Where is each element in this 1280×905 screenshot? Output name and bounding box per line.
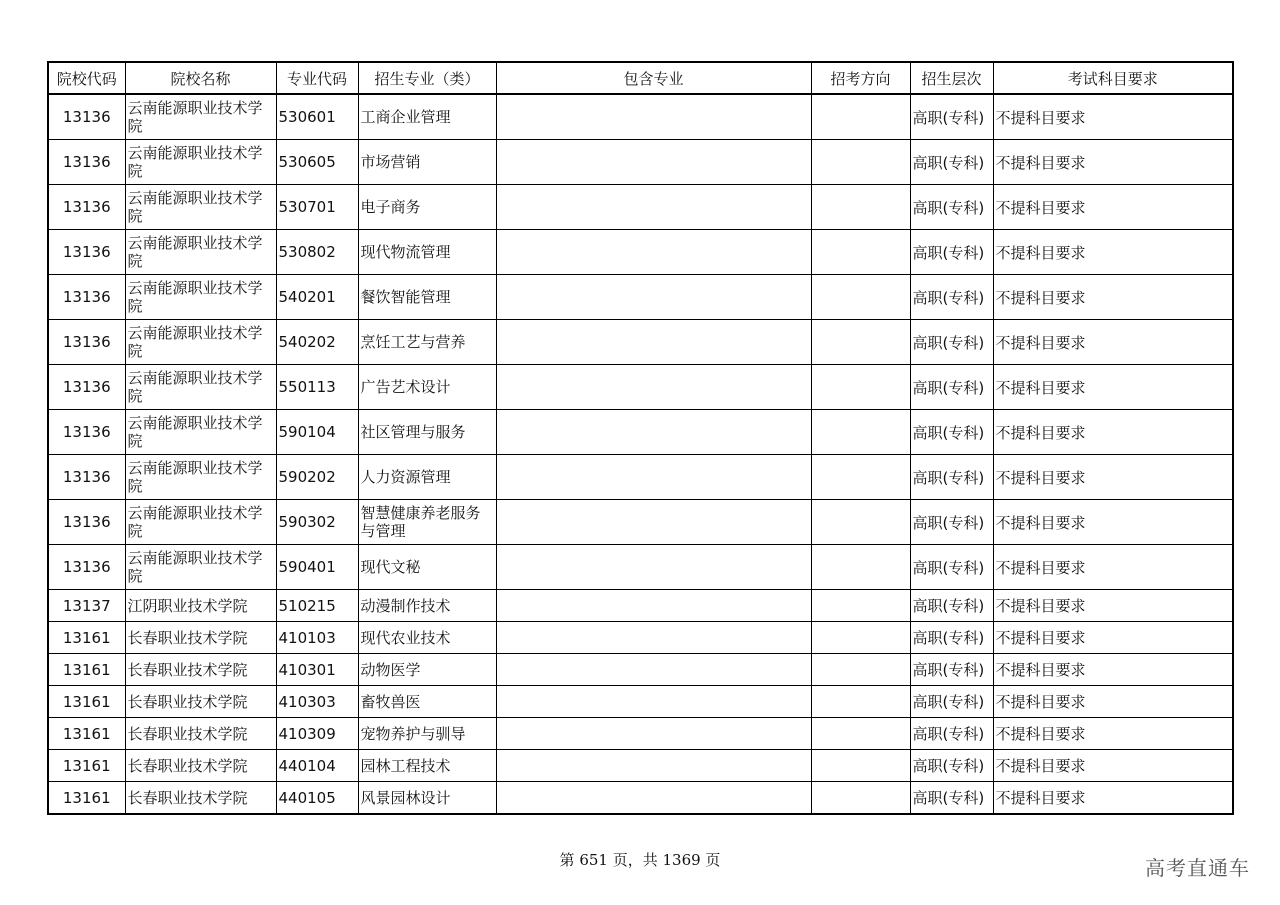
table-row [48,94,1233,140]
cell-direction [811,320,910,365]
cell-includes [496,500,811,545]
cell-direction [811,455,910,500]
cell-major-code: 530802 [276,230,358,275]
cell-direction [811,500,910,545]
cell-requirement: 不提科目要求 [993,410,1233,455]
cell-level: 高职(专科) [910,686,993,718]
cell-direction [811,686,910,718]
cell-school-name: 长春职业技术学院 [125,782,276,815]
cell-direction [811,545,910,590]
cell-includes [496,365,811,410]
cell-level: 高职(专科) [910,185,993,230]
cell-includes [496,686,811,718]
cell-major-code: 550113 [276,365,358,410]
cell-level: 高职(专科) [910,140,993,185]
cell-school-name: 江阴职业技术学院 [125,590,276,622]
cell-requirement: 不提科目要求 [993,686,1233,718]
cell-includes [496,750,811,782]
cell-level: 高职(专科) [910,545,993,590]
cell-major-code: 530605 [276,140,358,185]
cell-major: 园林工程技术 [358,750,496,782]
cell-requirement: 不提科目要求 [993,622,1233,654]
cell-school-code: 13161 [48,782,125,815]
watermark-logo: 高考直通车 [1145,856,1250,880]
table-row [48,718,1233,750]
cell-level: 高职(专科) [910,590,993,622]
header-includes: 包含专业 [496,62,811,94]
header-level: 招生层次 [910,62,993,94]
cell-major-code: 510215 [276,590,358,622]
cell-level: 高职(专科) [910,230,993,275]
header-requirement: 考试科目要求 [993,62,1233,94]
cell-requirement: 不提科目要求 [993,782,1233,815]
table-row [48,185,1233,230]
cell-requirement: 不提科目要求 [993,320,1233,365]
cell-major-code: 410309 [276,718,358,750]
cell-major: 现代农业技术 [358,622,496,654]
cell-major-code: 590202 [276,455,358,500]
cell-school-code: 13161 [48,686,125,718]
cell-major-code: 530701 [276,185,358,230]
cell-level: 高职(专科) [910,275,993,320]
header-major-code: 专业代码 [276,62,358,94]
cell-level: 高职(专科) [910,410,993,455]
cell-major: 畜牧兽医 [358,686,496,718]
table-row [48,590,1233,622]
cell-level: 高职(专科) [910,622,993,654]
cell-requirement: 不提科目要求 [993,230,1233,275]
cell-school-name: 云南能源职业技术学院 [125,365,276,410]
cell-direction [811,750,910,782]
cell-requirement: 不提科目要求 [993,545,1233,590]
cell-major: 餐饮智能管理 [358,275,496,320]
cell-school-code: 13136 [48,140,125,185]
cell-major-code: 410303 [276,686,358,718]
cell-direction [811,365,910,410]
cell-level: 高职(专科) [910,654,993,686]
cell-school-code: 13136 [48,500,125,545]
cell-includes [496,410,811,455]
table-row [48,622,1233,654]
table-row [48,320,1233,365]
cell-direction [811,654,910,686]
cell-major: 社区管理与服务 [358,410,496,455]
table-row [48,654,1233,686]
cell-school-name: 云南能源职业技术学院 [125,410,276,455]
cell-school-code: 13137 [48,590,125,622]
cell-major-code: 590302 [276,500,358,545]
cell-school-name: 云南能源职业技术学院 [125,94,276,140]
cell-includes [496,185,811,230]
cell-school-code: 13136 [48,455,125,500]
cell-major: 广告艺术设计 [358,365,496,410]
cell-school-code: 13136 [48,275,125,320]
cell-requirement: 不提科目要求 [993,275,1233,320]
cell-school-name: 云南能源职业技术学院 [125,185,276,230]
cell-school-code: 13136 [48,94,125,140]
cell-major: 工商企业管理 [358,94,496,140]
cell-major: 风景园林设计 [358,782,496,815]
cell-school-code: 13136 [48,185,125,230]
table-body [48,94,1233,814]
cell-school-code: 13161 [48,718,125,750]
table-row [48,686,1233,718]
cell-major: 动漫制作技术 [358,590,496,622]
cell-includes [496,94,811,140]
cell-major-code: 440105 [276,782,358,815]
cell-major: 现代物流管理 [358,230,496,275]
cell-major-code: 540202 [276,320,358,365]
cell-school-code: 13136 [48,545,125,590]
cell-major-code: 530601 [276,94,358,140]
cell-level: 高职(专科) [910,718,993,750]
cell-school-code: 13136 [48,320,125,365]
cell-includes [496,590,811,622]
table-header-row [48,62,1233,94]
admission-table [47,61,1234,815]
cell-requirement: 不提科目要求 [993,94,1233,140]
cell-school-name: 云南能源职业技术学院 [125,140,276,185]
cell-school-name: 云南能源职业技术学院 [125,230,276,275]
cell-includes [496,622,811,654]
cell-level: 高职(专科) [910,782,993,815]
cell-major: 智慧健康养老服务与管理 [358,500,496,545]
header-major: 招生专业（类） [358,62,496,94]
cell-includes [496,140,811,185]
cell-major-code: 440104 [276,750,358,782]
cell-includes [496,654,811,686]
cell-requirement: 不提科目要求 [993,750,1233,782]
cell-includes [496,718,811,750]
cell-requirement: 不提科目要求 [993,654,1233,686]
cell-major: 宠物养护与驯导 [358,718,496,750]
table-row [48,365,1233,410]
table-row [48,545,1233,590]
cell-includes [496,320,811,365]
cell-includes [496,782,811,815]
cell-major-code: 410103 [276,622,358,654]
cell-major: 烹饪工艺与营养 [358,320,496,365]
table-row [48,230,1233,275]
cell-major: 人力资源管理 [358,455,496,500]
cell-requirement: 不提科目要求 [993,718,1233,750]
cell-requirement: 不提科目要求 [993,365,1233,410]
cell-school-name: 云南能源职业技术学院 [125,275,276,320]
table-row [48,410,1233,455]
cell-school-code: 13161 [48,654,125,686]
table-row [48,750,1233,782]
cell-direction [811,590,910,622]
cell-school-name: 云南能源职业技术学院 [125,455,276,500]
header-school-name: 院校名称 [125,62,276,94]
cell-level: 高职(专科) [910,500,993,545]
cell-school-code: 13161 [48,622,125,654]
cell-major-code: 590401 [276,545,358,590]
cell-includes [496,230,811,275]
cell-direction [811,410,910,455]
cell-level: 高职(专科) [910,320,993,365]
header-direction: 招考方向 [811,62,910,94]
cell-includes [496,275,811,320]
cell-school-name: 长春职业技术学院 [125,622,276,654]
cell-requirement: 不提科目要求 [993,590,1233,622]
cell-major-code: 590104 [276,410,358,455]
cell-school-code: 13136 [48,410,125,455]
cell-major: 电子商务 [358,185,496,230]
cell-direction [811,718,910,750]
page-number: 第 651 页，共 1369 页 [559,851,721,869]
cell-major-code: 540201 [276,275,358,320]
cell-school-code: 13161 [48,750,125,782]
cell-level: 高职(专科) [910,94,993,140]
cell-major: 动物医学 [358,654,496,686]
cell-school-code: 13136 [48,365,125,410]
table-row [48,500,1233,545]
cell-direction [811,275,910,320]
cell-school-name: 长春职业技术学院 [125,718,276,750]
cell-school-name: 云南能源职业技术学院 [125,320,276,365]
cell-direction [811,140,910,185]
cell-requirement: 不提科目要求 [993,455,1233,500]
table-row [48,782,1233,815]
cell-direction [811,230,910,275]
cell-includes [496,545,811,590]
cell-direction [811,94,910,140]
cell-direction [811,185,910,230]
cell-level: 高职(专科) [910,455,993,500]
cell-school-name: 云南能源职业技术学院 [125,545,276,590]
table-row [48,140,1233,185]
cell-direction [811,622,910,654]
cell-school-name: 长春职业技术学院 [125,686,276,718]
cell-school-code: 13136 [48,230,125,275]
cell-requirement: 不提科目要求 [993,500,1233,545]
table-row [48,275,1233,320]
header-school-code: 院校代码 [48,62,125,94]
cell-direction [811,782,910,815]
cell-requirement: 不提科目要求 [993,140,1233,185]
cell-major: 市场营销 [358,140,496,185]
cell-requirement: 不提科目要求 [993,185,1233,230]
cell-school-name: 云南能源职业技术学院 [125,500,276,545]
cell-school-name: 长春职业技术学院 [125,654,276,686]
cell-school-name: 长春职业技术学院 [125,750,276,782]
cell-major-code: 410301 [276,654,358,686]
table-row [48,455,1233,500]
cell-level: 高职(专科) [910,365,993,410]
cell-major: 现代文秘 [358,545,496,590]
cell-includes [496,455,811,500]
cell-level: 高职(专科) [910,750,993,782]
